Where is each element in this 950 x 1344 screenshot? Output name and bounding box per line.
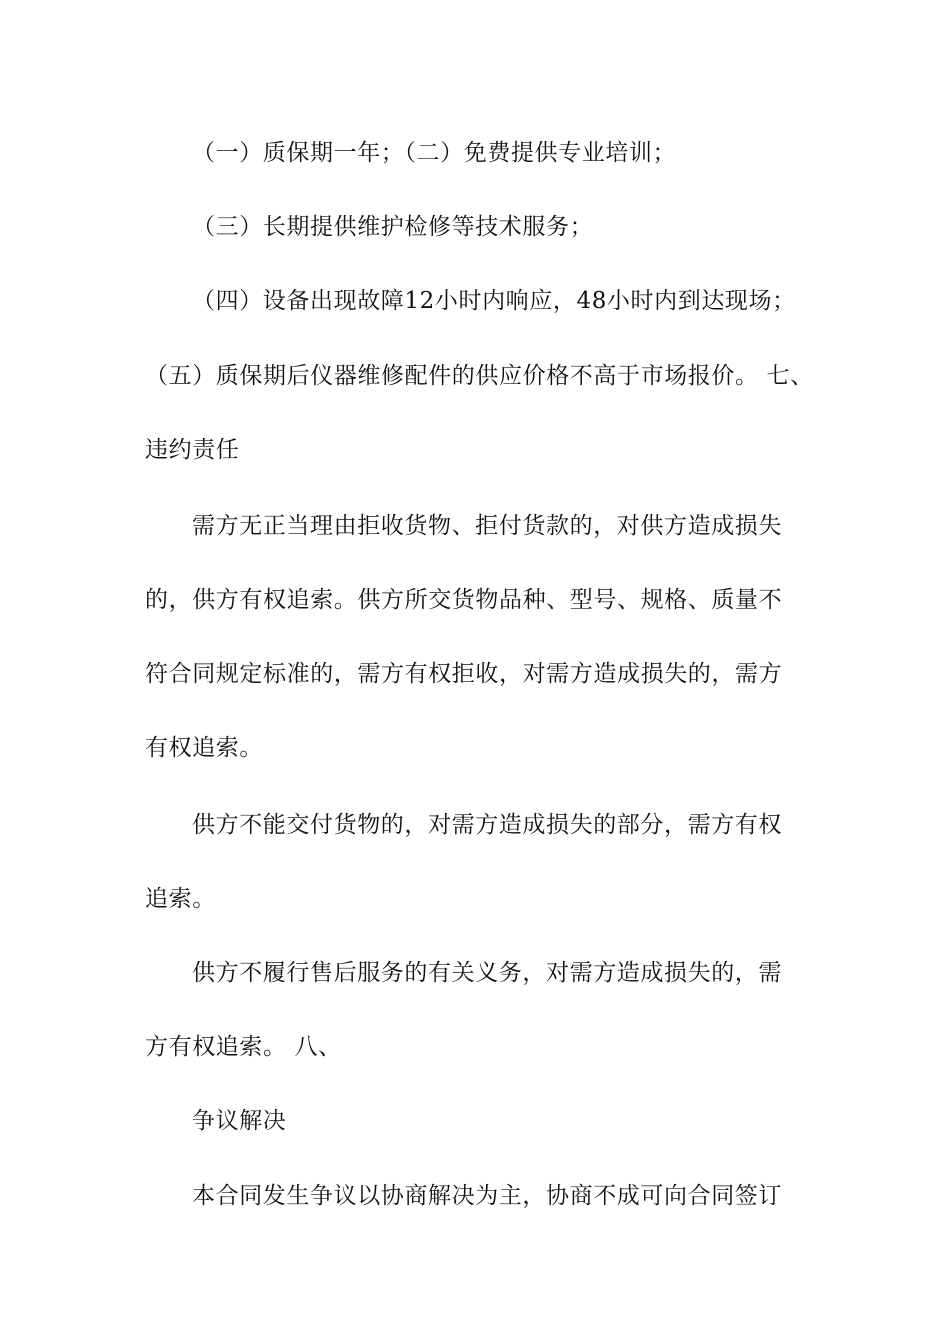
section-heading-breach: 违约责任 (145, 437, 240, 463)
breach-paragraph-2-line-1: 供方不能交付货物的，对需方造成损失的部分，需方有权 (192, 812, 782, 838)
breach-paragraph-1-line-2: 的，供方有权追索。供方所交货物品种、型号、规格、质量不 (145, 587, 783, 613)
clause-maintenance-service: （三）长期提供维护检修等技术服务； (192, 214, 594, 240)
breach-paragraph-1-line-3: 符合同规定标准的，需方有权拒收，对需方造成损失的，需方 (145, 661, 783, 687)
clause-warranty-training: （一）质保期一年；（二）免费提供专业培训； (192, 140, 677, 166)
clause-parts-price: （五）质保期后仪器维修配件的供应价格不高于市场报价。 七、 (145, 363, 814, 389)
breach-paragraph-1-line-1: 需方无正当理由拒收货物、拒付货款的，对供方造成损失 (192, 513, 782, 539)
section-heading-dispute: 争议解决 (192, 1108, 287, 1134)
breach-paragraph-3-line-2: 方有权追索。 八、 (145, 1034, 342, 1060)
dispute-paragraph-line-1: 本合同发生争议以协商解决为主，协商不成可向合同签订 (192, 1183, 782, 1209)
breach-paragraph-2-line-2: 追索。 (145, 886, 216, 912)
breach-paragraph-3-line-1: 供方不履行售后服务的有关义务，对需方造成损失的，需 (192, 960, 782, 986)
clause-fault-response: （四）设备出现故障12小时内响应，48小时内到达现场； (192, 288, 796, 314)
breach-paragraph-1-line-4: 有权追索。 (145, 735, 263, 761)
